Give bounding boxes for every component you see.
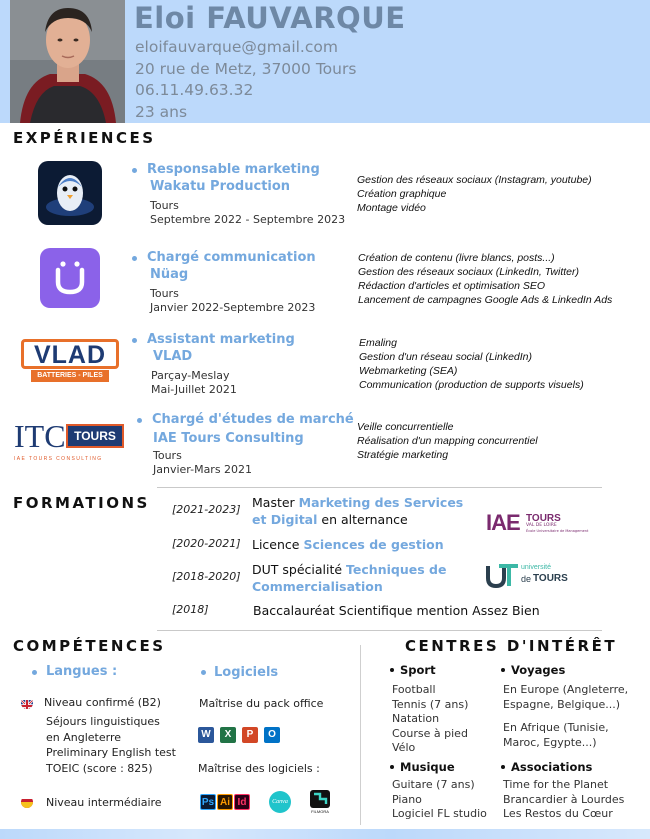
sport-list: Football Tennis (7 ans) Natation Course à pied Vélo: [392, 683, 469, 754]
english-level: Niveau confirmé (B2): [44, 696, 161, 709]
associations-title: Associations: [511, 760, 593, 774]
formation-date: [2020-2021]: [172, 537, 241, 550]
bullet: [137, 418, 142, 423]
job-dates: Mai-Juillet 2021: [151, 383, 237, 396]
divider: [157, 487, 602, 488]
logiciels-title: Logiciels: [214, 665, 279, 680]
job-role: Chargé communication: [147, 250, 316, 265]
associations-list: Time for the Planet Brancardier à Lourdes Les Restos du Cœur: [503, 778, 625, 820]
langues-title: Langues :: [46, 664, 118, 679]
formation-date: [2018]: [172, 603, 209, 616]
formation-degree: Baccalauréat Scientifique mention Assez Bien: [253, 603, 540, 618]
job-company: Nüag: [150, 267, 189, 282]
job-place: Parçay-Meslay: [151, 369, 230, 382]
email[interactable]: eloifauvarque@gmail.com: [135, 38, 338, 56]
musique-title: Musique: [400, 760, 455, 774]
job-company: IAE Tours Consulting: [153, 431, 304, 446]
footer-bar: [0, 829, 650, 839]
job-dates: Janvier-Mars 2021: [153, 463, 253, 476]
job-role: Responsable marketing: [147, 162, 320, 177]
bullet: [501, 668, 505, 672]
bullet: [501, 765, 505, 769]
bullet: [201, 670, 206, 675]
competences-title: COMPÉTENCES: [13, 637, 166, 655]
bullet: [390, 668, 394, 672]
bullet: [132, 338, 137, 343]
job-dates: Septembre 2022 - Septembre 2023: [150, 213, 346, 226]
age: 23 ans: [135, 103, 188, 121]
job-dates: Janvier 2022-Septembre 2023: [150, 301, 316, 314]
job-tasks: Veille concurrentielle Réalisation d'un mapping concurrentiel Stratégie marketing: [357, 421, 538, 461]
office-icons: [198, 725, 288, 745]
phone[interactable]: 06.11.49.63.32: [135, 81, 254, 99]
interets-title: CENTRES D'INTÉRÊT: [405, 637, 618, 655]
job-place: Tours: [153, 449, 182, 462]
spanish-level: Niveau intermédiaire: [46, 796, 162, 809]
formation-degree: Master Marketing des Services et Digital en alternance: [252, 495, 464, 527]
profile-photo: [10, 0, 125, 123]
bullet: [132, 256, 137, 261]
formations-title: FORMATIONS: [13, 494, 150, 512]
office-text: Maîtrise du pack office: [199, 697, 324, 710]
formation-date: [2021-2023]: [172, 503, 241, 516]
nuag-logo: [40, 248, 100, 308]
wakatu-logo: [38, 161, 102, 225]
divider: [157, 630, 602, 631]
job-place: Tours: [150, 287, 179, 300]
voyages-title: Voyages: [511, 663, 566, 677]
adobe-icons: [200, 794, 252, 812]
formation-degree: Licence Sciences de gestion: [252, 537, 444, 552]
formation-degree: DUT spécialité Techniques de Commercialisation: [252, 562, 447, 594]
vlad-logo: VLAD BATTERIES - PILES: [21, 339, 121, 383]
universite-tours-logo: université de TOURS: [485, 562, 569, 590]
bullet: [32, 670, 37, 675]
experiences-title: EXPÉRIENCES: [13, 129, 156, 147]
bullet: [390, 765, 394, 769]
filmora-icon: FILMORA: [306, 790, 334, 816]
illustrator-icon: Ai: [217, 794, 233, 810]
software-text: Maîtrise des logiciels :: [198, 762, 320, 775]
excel-icon: X: [220, 727, 236, 743]
iae-tours-logo: IAE TOURS VAL DE LOIRE École Universitaire de Management: [486, 510, 589, 535]
iae-consulting-logo: ITC TOURS IAE TOURS CONSULTING: [14, 420, 126, 464]
photoshop-icon: Ps: [200, 794, 216, 810]
indesign-icon: Id: [234, 794, 250, 810]
job-role: Chargé d'études de marché: [152, 412, 354, 427]
spain-flag-icon: [21, 796, 33, 808]
formation-date: [2018-2020]: [172, 570, 241, 583]
word-icon: W: [198, 727, 214, 743]
column-divider: [360, 645, 361, 825]
job-company: Wakatu Production: [150, 179, 291, 194]
job-tasks: Création de contenu (livre blancs, posts...) Gestion des réseaux sociaux (LinkedIn, Twitter) Rédaction d'articles et optimisation SEO Lancement de campagnes Google Ads & LinkedIn Ads: [358, 252, 613, 306]
job-tasks: Emaling Gestion d'un réseau social (LinkedIn) Webmarketing (SEA) Communication (production de supports visuels): [359, 337, 584, 391]
address: 20 rue de Metz, 37000 Tours: [135, 60, 357, 78]
english-details: Séjours linguistiques en Angleterre Preliminary English test TOEIC (score : 825): [46, 715, 176, 775]
bullet: [132, 168, 137, 173]
sport-title: Sport: [400, 663, 436, 677]
powerpoint-icon: P: [242, 727, 258, 743]
canva-icon: Canva: [269, 791, 291, 813]
job-place: Tours: [150, 199, 179, 212]
musique-list: Guitare (7 ans) Piano Logiciel FL studio: [392, 778, 487, 820]
job-tasks: Gestion des réseaux sociaux (Instagram, youtube) Création graphique Montage vidéo: [357, 174, 592, 214]
outlook-icon: O: [264, 727, 280, 743]
full-name: Eloi FAUVARQUE: [134, 1, 406, 35]
job-role: Assistant marketing: [147, 332, 295, 347]
job-company: VLAD: [153, 349, 193, 364]
voyages-list: En Europe (Angleterre, Espagne, Belgique...) En Afrique (Tunisie, Maroc, Egypte...): [503, 683, 629, 749]
uk-flag-icon: [21, 697, 33, 709]
